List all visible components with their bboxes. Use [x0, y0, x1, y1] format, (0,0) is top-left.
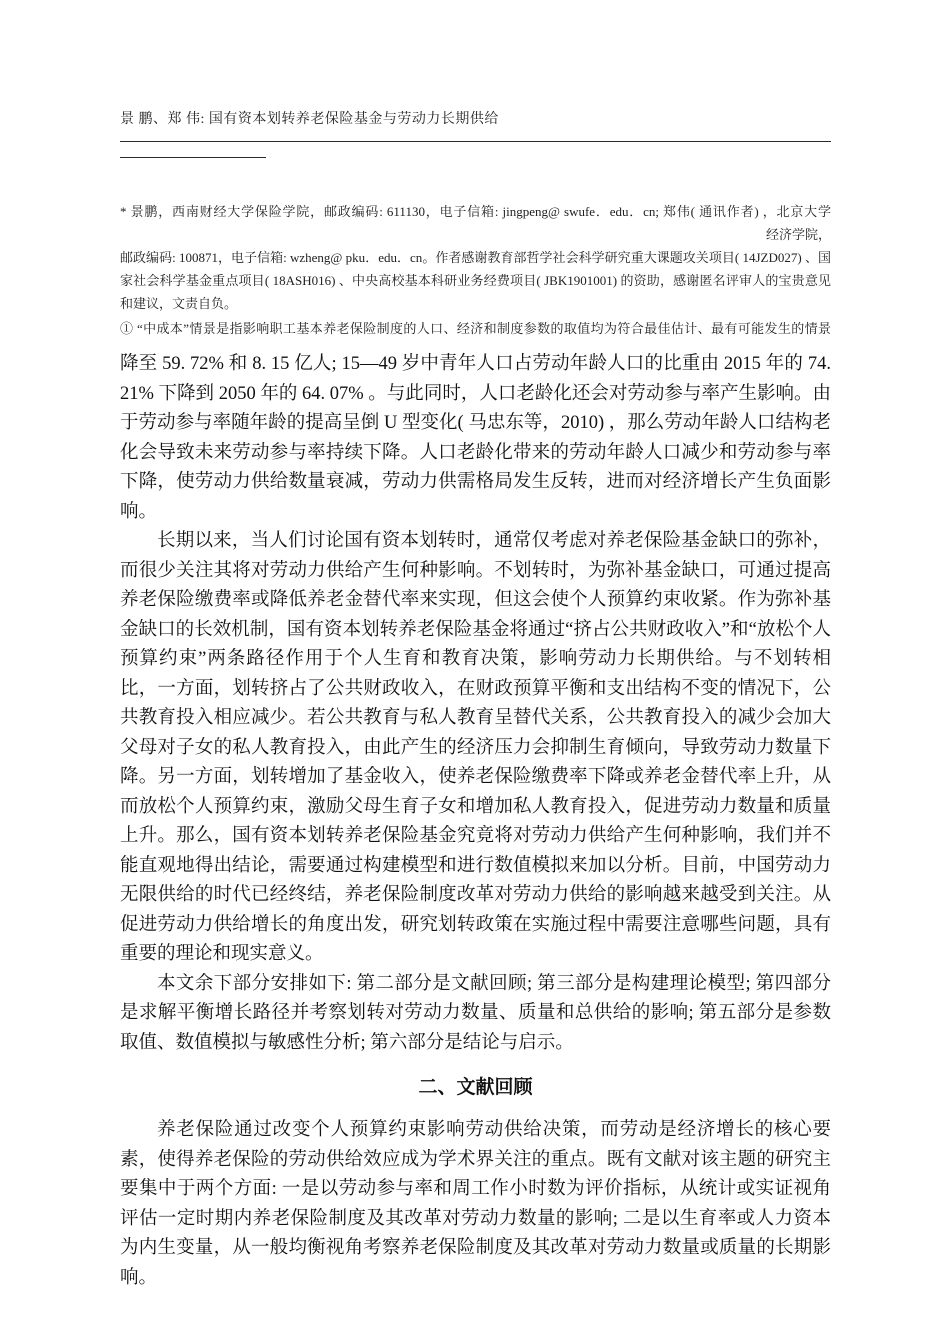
footnote-author-line-1: * 景鹏，西南财经大学保险学院，邮政编码: 611130，电子信箱: jingpeng@ swufe．edu．cn; 郑伟( 通讯作者) ，北京大学 — [120, 204, 831, 219]
header-rule — [120, 141, 831, 142]
footnote-block — [120, 200, 831, 340]
section-heading-literature-review: 二、文献回顾 — [418, 1077, 533, 1098]
body-paragraph: 长期以来，当人们讨论国有资本划转时，通常仅考虑对养老保险基金缺口的弥补，而很少关注其将对劳动力供给产生何种影响。不划转时，为弥补基金缺口，可通过提高养老保险缴费率或降低养老金替代率来实现，但这会使个人预算约束收紧。作为弥补基金缺口的长效机制，国有资本划转养老保险基金将通过“挤占公共财政收入”和“放松个人预算约束”两条路径作用于个人生育和教育决策，影响劳动力长期供给。与不划转相比，一方面，划转挤占了公共财政收入，在财政预算平衡和支出结构不变的情况下，公共教育投入相应减少。若公共教育与私人教育呈替代关系，公共教育投入的减少会加大父母对子女的私人教育投入，由此产生的经济压力会抑制生育倾向，导致劳动力数量下降。另一方面，划转增加了基金收入，使养老保险缴费率下降或养老金替代率上升，从而放松个人预算约束，激励父母生育子女和增加私人教育投入，促进劳动力数量和质量上升。那么，国有资本划转养老保险基金究竟将对劳动力供给产生何种影响，我们并不能直观地得出结论，需要通过构建模型和进行数值模拟来加以分析。目前，中国劳动力无限供给的时代已经终结，养老保险制度改革对劳动力供给的影响越来越受到关注。从促进劳动力供给增长的角度出发，研究划转政策在实施过程中需要注意哪些问题，具有重要的理论和现实意义。 — [120, 531, 831, 964]
running-head: 景 鹏、郑 伟: 国有资本划转养老保险基金与劳动力长期供给 — [120, 112, 499, 127]
footnote-author-rest: 邮政编码: 100871，电子信箱: wzheng@ pku．edu．cn。作者感谢教育部哲学社会科学研究重大课题攻关项目( 14JZD027) 、国家社会科学基金重点项目( 18ASH016) 、中央高校基本科研业务经费项目( JBK1901001) 的资助，感谢匿名评审人的宝贵意见和建议，文责自负。 — [120, 250, 831, 311]
footnote-separator-rule — [120, 157, 266, 158]
body-paragraph: 本文余下部分安排如下: 第二部分是文献回顾; 第三部分是构建理论模型; 第四部分是求解平衡增长路径并考察划转对劳动力数量、质量和总供给的影响; 第五部分是参数取值、数值模拟与敏感性分析; 第六部分是结论与启示。 — [120, 973, 831, 1053]
footnote-author-line-2: 经济学院， — [765, 227, 831, 242]
body-paragraph-continuation: 降至 59. 72% 和 8. 15 亿人; 15—49 岁中青年人口占劳动年龄人口的比重由 2015 年的 74. 21% 下降到 2050 年的 64. 07% 。与此同时，人口老龄化还会对劳动参与率产生影响。由于劳动参与率随年龄的提高呈倒 U 型变化( 马忠东等，2010) ，那么劳动年龄人口结构老化会导致未来劳动参与率持续下降。人口老龄化带来的劳动年龄人口减少和劳动参与率下降，使劳动力供给数量衰减，劳动力供需格局发生反转，进而对经济增长产生负面影响。 — [120, 354, 831, 522]
paper-page — [120, 0, 831, 1293]
body-paragraph: 养老保险通过改变个人预算约束影响劳动供给决策，而劳动是经济增长的核心要素，使得养老保险的劳动供给效应成为学术界关注的重点。既有文献对该主题的研究主要集中于两个方面: 一是以劳动参与率和周工作小时数为评价指标，从统计或实证视角评估一定时期内养老保险制度及其改革对劳动力数量的影响; 二是以生育率或人力资本为内生变量，从一般均衡视角考察养老保险制度及其改革对劳动力数量或质量的长期影响。 — [120, 1120, 831, 1288]
article-body — [120, 350, 831, 1293]
footnote-note-1: ① “中成本”情景是指影响职工基本养老保险制度的人口、经济和制度参数的取值均为符合最佳估计、最有可能发生的情景 — [120, 321, 831, 336]
